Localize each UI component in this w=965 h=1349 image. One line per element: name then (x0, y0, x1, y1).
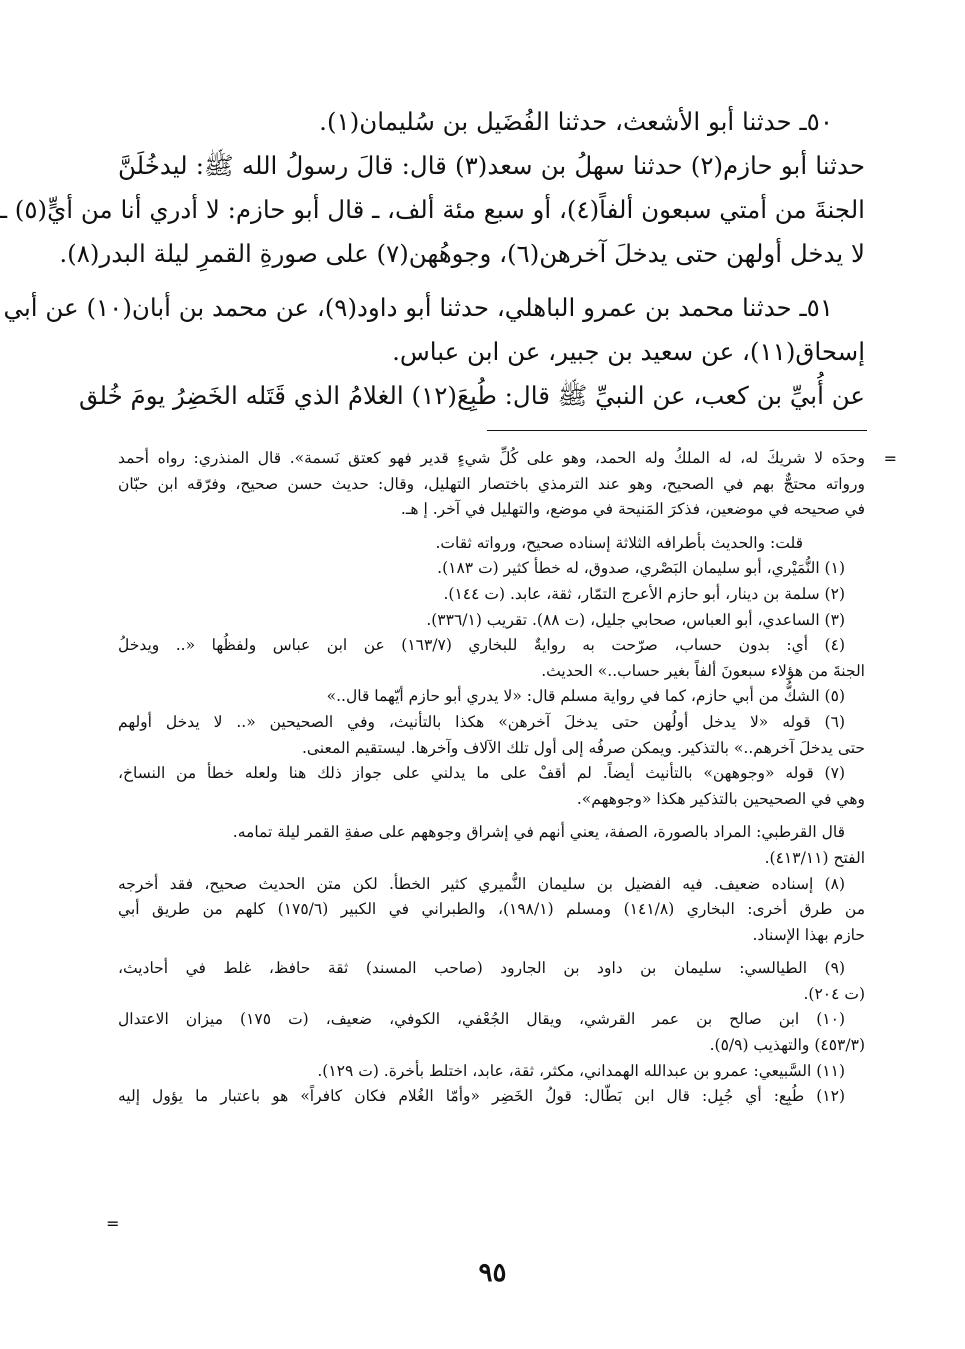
footnote-4-continued: الجنةَ من هؤلاء سبعونَ ألفاً بغير حساب..» الحديث. (541, 661, 865, 680)
hadith-51-chain: إسحاق(١١)، عن سعيد بن جبير، عن ابن عباس. (392, 337, 865, 366)
footnote-12: (١٢) طُبِع: أي جُبِل: قال ابن بَطّال: قولُ الخَضِر «وأمّا الغُلام فكان كافراً» هو باعتبار ما يؤول إليه (118, 1087, 845, 1106)
footnote-10: (١٠) ابن صالح بن عمر القرشي، ويقال الجُعْفي، الكوفي، ضعيف، (ت ١٧٥) ميزان الاعتدال (118, 1010, 846, 1029)
footnote-9: (٩) الطيالسي: سليمان بن داود بن الجارود (صاحب المسند) ثقة حافظ، غلط في أحاديث، (118, 959, 845, 978)
footnote-11: (١١) السَّبيعي: عمرو بن عبدالله الهمداني، مكثر، ثقة، عابد، اختلط بأخرة. (ت ١٢٩). (317, 1061, 845, 1080)
footnote-10-continued: (٤٥٣/٣) والتهذيب (٥/٩). (709, 1036, 865, 1055)
footnote-6: (٦) قوله «لا يدخل أولُهن حتى يدخلَ آخرهن» هكذا بالتأنيث، وفي الصحيحين «.. لا يدخل أولهم (118, 712, 845, 731)
hadith-text (0, 100, 865, 418)
footnote-line: وحدَه لا شريكَ له، له الملكُ وله الحمد، وهو على كُلِّ شيءٍ قدير فهو كعتق نَسمة». قال المنذري: رواه أحمد (118, 449, 865, 467)
footnote-8-continued: حازم بهذا الإسناد. (752, 925, 865, 944)
hadith-50-text: حدثنا أبو حازم(٢) حدثنا سهلُ بن سعد(٣) قال: قالَ رسولُ الله ﷺ: ليدخُلَنَّ (118, 151, 865, 180)
footnote-2: (٢) سلمة بن دينار، أبو حازم الأعرج التمّار، ثقة، عابد. (ت ١٤٤). (443, 584, 845, 603)
hadith-50-text: لا يدخل أولهن حتى يدخلَ آخرهن(٦)، وجوهُهن(٧) على صورةِ القمرِ ليلة البدر(٨). (59, 239, 865, 268)
hadith-51-chain: ٥١ـ حدثنا محمد بن عمرو الباهلي، حدثنا أبو داود(٩)، عن محمد بن أبان(١٠) عن أبي (3, 293, 833, 322)
footnote-7-continued: الفتح (٤١٣/١١). (764, 848, 865, 867)
page-number: ٩٥ (478, 1258, 507, 1288)
footnote-3: (٣) الساعدي، أبو العباس، صحابي جليل، (ت ٨٨). تقريب (٣٣٦/١). (426, 610, 845, 629)
hadith-50-text: الجنةَ من أمتي سبعون ألفاً(٤)، أو سبع مئة ألف، ـ قال أبو حازم: لا أدري أنا من أيٍّ(٥) ـ (0, 195, 865, 224)
footnote-8: (٨) إسناده ضعيف. فيه الفضيل بن سليمان النُّميري كثير الخطأ. لكن متن الحديث صحيح، فقد أخرجه (118, 874, 845, 893)
hadith-50-chain: ٥٠ـ حدثنا أبو الأشعث، حدثنا الفُضَيل بن سُليمان(١). (319, 107, 833, 136)
footnote-separator (487, 430, 867, 431)
continuation-mark: = (883, 449, 897, 468)
hadith-51-text: عن أُبيِّ بن كعب، عن النبيِّ ﷺ قال: طُبِعَ(١٢) الغلامُ الذي قَتَله الخَضِرُ يومَ خُلق (79, 381, 865, 410)
footnote-6-continued: حتى يدخلَ آخرهم..» بالتذكير. ويمكن صرفُه إلى أول تلك الآلاف وآخرها. ليستقيم المعنى. (301, 738, 865, 757)
footnote-line: قلت: والحديث بأطرافه الثلاثة إسناده صحيح، ورواته ثقات. (435, 533, 803, 552)
footnote-7-continued: وهي في الصحيحين بالتذكير هكذا «وجوههم». (576, 789, 865, 808)
footnote-7: (٧) قوله «وجوههن» بالتأنيث أيضاً. لم أقفْ على ما يدلني على جواز ذلك هنا ولعله خطأ من النساخ، (118, 764, 845, 783)
footnote-1: (١) النُّمَيْري، أبو سليمان البَصْري، صدوق، له خطأ كثير (ت ١٨٣). (437, 559, 845, 578)
footnote-7-continued: قال القرطبي: المراد بالصورة، الصفة، يعني أنهم في إشراق وجوههم على صفةِ القمر ليلة تمامه. (232, 823, 845, 842)
footnote-9-continued: (ت ٢٠٤). (803, 984, 865, 1003)
footnote-5: (٥) الشكُّ من أبي حازم، كما في رواية مسلم قال: «لا يدري أبو حازم أيّهما قال..» (326, 687, 845, 706)
continuation-mark: = (106, 1214, 120, 1233)
footnote-8-continued: من طرق أخرى: البخاري (١٤١/٨) ومسلم (١٩٨/١)، والطبراني في الكبير (١٧٥/٦) كلهم من طريق أبي (118, 900, 865, 919)
footnotes (118, 446, 865, 1110)
footnote-line: في صحيحه في موضعين، فذكرَ المَنيحة في موضع، والتهليل في آخر. إ هـ. (400, 500, 865, 519)
footnote-line: ورواته محتجٌّ بهم في الصحيح، وهو عند الترمذي باختصار التهليل، وقال: حديث حسن صحيح، وفرّقه ابن حبّان (118, 474, 865, 493)
footnote-4: (٤) أي: بدون حساب، صرّحت به روايةٌ للبخاري (١٦٣/٧) عن ابن عباس ولفظُها «.. ويدخلُ (118, 636, 845, 655)
